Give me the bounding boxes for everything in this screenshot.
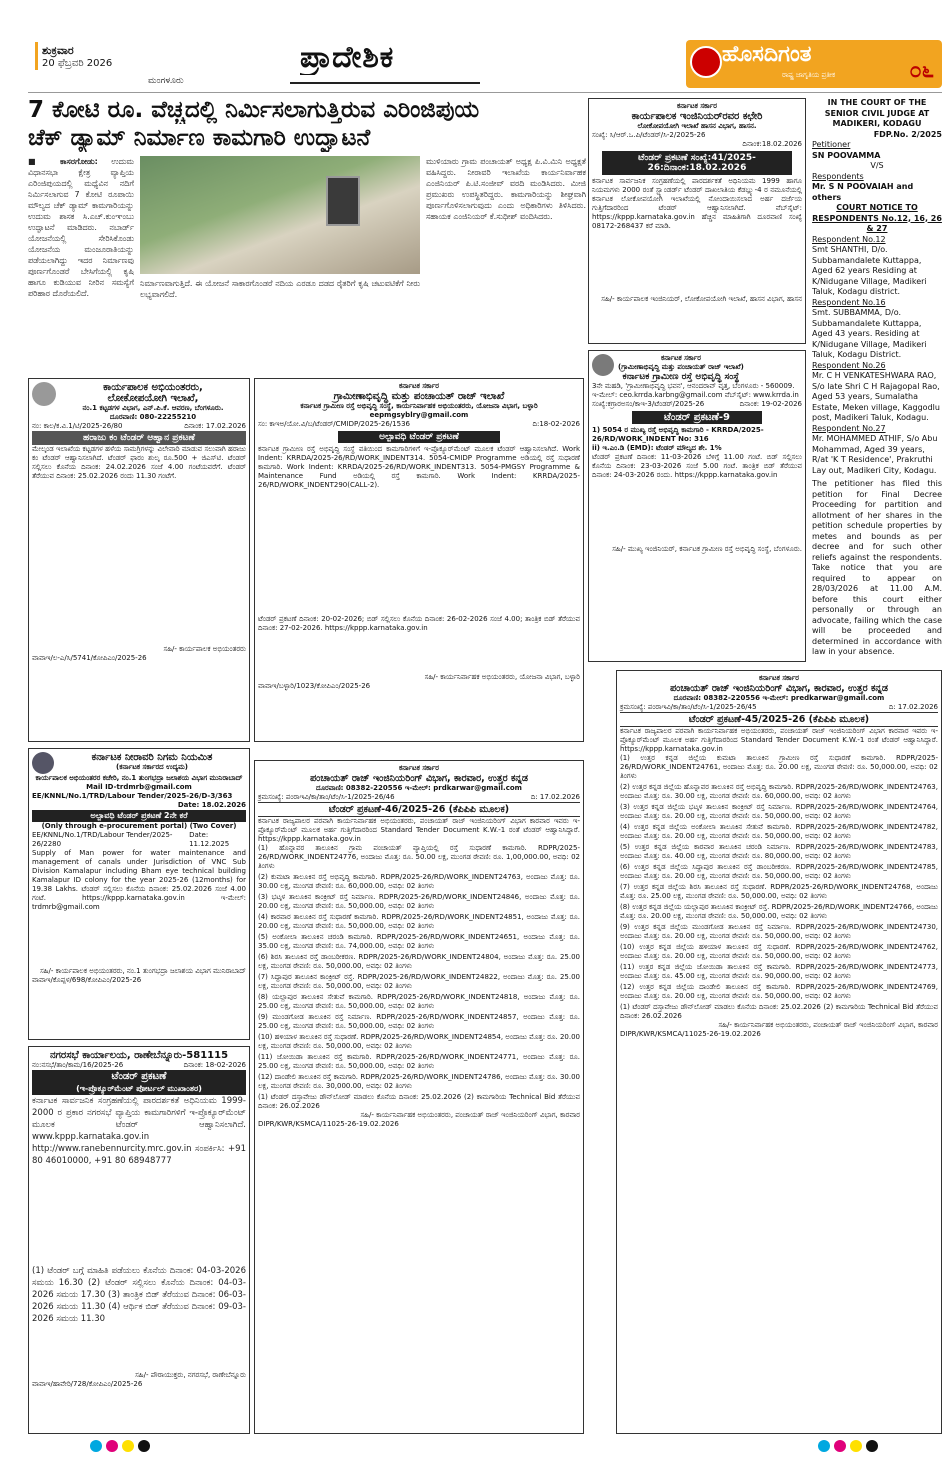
knnl-sub: (ಕರ್ನಾಟಕ ಸರ್ಕಾರದ ಉದ್ಯಮ)	[116, 763, 188, 771]
work-item: (10) ಹಳಿಯಾಳ ತಾಲೂಕಿನ ರಸ್ತೆ ಸುಧಾರಣೆ. RDPR/2025-26/RD/WORK_INDENT24854, ಅಂದಾಜು ಮೊತ್ತ: ರೂ. 20.00 ಲಕ್ಷ, ಮುಂಗಡ ಠೇವಣಿ: ರೂ. 50,000.00, ಅವಧಿ: 02 ತಿಂಗಳು	[258, 1033, 580, 1050]
registration-mark-magenta	[106, 1440, 118, 1452]
krrda-schedule: ಟೆಂಡರ್ ಪ್ರಕಟಣೆ ದಿನಾಂಕ: 11-03-2026 ಬೆಳಿಗ್ಗೆ 11.00 ಗಂಟೆ. ಬಿಡ್ ಸಲ್ಲಿಸಲು ಕೊನೆಯ ದಿನಾಂಕ: 23-03-2026 ಸಂಜೆ 5.00 ಗಂಟೆ. ತಾಂತ್ರಿಕ ಬಿಡ್ ತೆರೆಯುವ ದಿನಾಂಕ: 24-03-2026 ರಂದು. https://kppp.karnataka.gov.in	[592, 453, 802, 479]
pwdb-sign: ಸಹಿ/- ಕಾರ್ಯಪಾಲಕ ಅಭಿಯಂತರರು	[163, 645, 246, 653]
court-r27-label: Respondent No.27	[812, 423, 886, 433]
ad-irrigation	[28, 748, 250, 1040]
court-r27: Mr. MOHAMMED ATHIF, S/o Abu Mohammad, Aged 39 years, R/at 'K T Residence', Prakruthi Lay out, Madikeri City, Kodagu.	[812, 434, 938, 475]
work-item: (9) ಉತ್ತರ ಕನ್ನಡ ಜಿಲ್ಲೆಯ ಮುಂಡಗೋಡ ತಾಲೂಕಿನ ರಸ್ತೆ ನಿರ್ಮಾಣ. RDPR/2025-26/RD/WORK_INDENT24730, ಅಂದಾಜು ಮೊತ್ತ: ರೂ. 20.00 ಲಕ್ಷ, ಮುಂಗಡ ಠೇವಣಿ: ರೂ. 50,000.00, ಅವಧಿ: 02 ತಿಂಗಳು	[620, 923, 938, 940]
hassan-dept: ಲೋಕೋಪಯೋಗಿ ಇಲಾಖೆ ಹಾಸನ ವಿಭಾಗ, ಹಾಸನ.	[637, 122, 757, 130]
hassan-body: ಕರ್ನಾಟಕ ಸಾರ್ವಜನಿಕ ಸಂಗ್ರಹಣೆಯಲ್ಲಿ ಪಾರದರ್ಶಕತೆ ಅಧಿನಿಯಮ 1999 ಹಾಗೂ ನಿಯಮಗಳು 2000 ರಂತೆ ಸ್ಟ್ಯಾಂಡರ್ಡ್ ಟೆಂಡರ್ ದಾಖಲಾತಿಯ ಕೆಡಬ್ಲ್ಯು-4 ರ ನಮೂನೆಯಲ್ಲಿ ಕರ್ನಾಟಕ ಲೋಕೋಪಯೋಗಿ ಇಲಾಖೆಯಲ್ಲಿ ನೋಂದಾಯಿಸಲಾದ ಅರ್ಹ ದರ್ಜೆಯ ಗುತ್ತಿಗೆದಾರರಿಂದ ಟೆಂಡರ್ ಆಹ್ವಾನಿಸಲಾಗಿದೆ. ವೆಬ್‌ಸೈಟ್: https://kppp.karnataka.gov.in ಹೆಚ್ಚಿನ ಮಾಹಿತಿಗಾಗಿ ದೂರವಾಣಿ ಸಂಖ್ಯೆ 08172-268437 ಕರೆ ಮಾಡಿ.	[592, 177, 802, 230]
work-item: (6) ಶಿರಸಿ ತಾಲೂಕಿನ ರಸ್ತೆ ಡಾಂಬರೀಕರಣ. RDPR/2025-26/RD/WORK_INDENT24804, ಅಂದಾಜು ಮೊತ್ತ: ರೂ. 25.00 ಲಕ್ಷ, ಮುಂಗಡ ಠೇವಣಿ: ರೂ. 50,000.00, ಅವಧಿ: 02 ತಿಂಗಳು	[258, 953, 580, 970]
pwdb-title: ಹರಾಜು ಕಂ ಟೆಂಡರ್ ಆಹ್ವಾನ ಪ್ರಕಟಣೆ	[32, 431, 246, 445]
headline-line-2: ಚೆಕ್ ಡ್ಯಾಮ್ ನಿರ್ಮಾಣ ಕಾಮಗಾರಿ ಉದ್ಘಾಟನೆ	[28, 125, 371, 151]
court-r26: Mr. C H VENKATESHWARA RAO, S/o late Shri C H Rajagopal Rao, Aged 53 years, Sumalatha Estate, Meken village, Kaggodlu post, Madikeri Taluk, Kodagu.	[812, 371, 940, 422]
pwdb-footer: ವಾವಾಇ/ಲ-ಎ/ಸಿ/5741/ಕೋಪಿಎಂ/2025-26	[32, 654, 147, 662]
registration-mark-yellow	[122, 1440, 134, 1452]
work-item: (12) ಉತ್ತರ ಕನ್ನಡ ಜಿಲ್ಲೆಯ ದಾಂಡೇಲಿ ತಾಲೂಕಿನ ರಸ್ತೆ ಕಾಮಗಾರಿ. RDPR/2025-26/RD/WORK_INDENT24769, ಅಂದಾಜು ಮೊತ್ತ: ರೂ. 20.00 ಲಕ್ಷ, ಮುಂಗಡ ಠೇವಣಿ: ರೂ. 50,000.00, ಅವಧಿ: 02 ತಿಂಗಳು	[620, 983, 938, 1000]
header-date: 20 ಫೆಬ್ರವರಿ 2026	[42, 58, 113, 69]
work-item: (12) ದಾಂಡೇಲಿ ತಾಲೂಕಿನ ರಸ್ತೆ ಕಾಮಗಾರಿ. RDPR/2025-26/RD/WORK_INDENT24786, ಅಂದಾಜು ಮೊತ್ತ: ರೂ. 30.00 ಲಕ್ಷ, ಮುಂಗಡ ಠೇವಣಿ: ರೂ. 30,000.00, ಅವಧಿ: 02 ತಿಂಗಳು	[258, 1073, 580, 1090]
ad-krrda-tender	[588, 350, 806, 662]
rr-schedule: ಟೆಂಡರ್ ಪ್ರಕಟಣೆ ದಿನಾಂಕ: 20-02-2026; ಬಿಡ್ ಸಲ್ಲಿಸಲು ಕೊನೆಯ ದಿನಾಂಕ: 26-02-2026 ಸಂಜೆ 4.00; ತಾಂತ್ರಿಕ ಬಿಡ್ ತೆರೆಯುವ ದಿನಾಂಕ: 27-02-2026. https://kppp.karnataka.gov.in	[258, 615, 580, 632]
pwdb-ref: ನಂ: ಕಾಲ/ಕ.ವಿ.1/ಟಿ/2025-26/80	[32, 422, 123, 430]
krrda-title: ಟೆಂಡರ್ ಪ್ರಕಟಣೆ-9	[632, 411, 762, 424]
court-case-no: FDP.No. 2/2025	[873, 129, 942, 139]
registration-mark-cyan-right	[818, 1440, 830, 1452]
govt-emblem-icon	[32, 382, 56, 406]
knnl-logo-icon	[32, 752, 54, 774]
plaque-shape	[326, 176, 360, 226]
k45-office: ಪಂಚಾಯತ್ ರಾಜ್ ಇಂಜಿನಿಯರಿಂಗ್ ವಿಭಾಗ, ಕಾರವಾರ, ಉತ್ತರ ಕನ್ನಡ	[670, 683, 888, 694]
hassan-org: ಕರ್ನಾಟಕ ಸರ್ಕಾರ	[677, 102, 717, 110]
work-item: (8) ಉತ್ತರ ಕನ್ನಡ ಜಿಲ್ಲೆಯ ಯಲ್ಲಾಪುರ ತಾಲೂಕಿನ ಕಾಂಕ್ರೀಟ್ ರಸ್ತೆ. RDPR/2025-26/RD/WORK_INDENT24766, ಅಂದಾಜು ಮೊತ್ತ: ರೂ. 20.00 ಲಕ್ಷ, ಮುಂಗಡ ಠೇವಣಿ: ರೂ. 50,000.00, ಅವಧಿ: 02 ತಿಂಗಳು	[620, 903, 938, 920]
hassan-title: ಟೆಂಡರ್ ಪ್ರಕಟಣೆ ಸಂಖ್ಯೆ:41/2025-26:ದಿನಾಂಕ:18.02.2026	[602, 151, 792, 175]
pwdb-phone: ದೂರವಾಣಿ: 080-22255210	[109, 413, 197, 421]
court-title: IN THE COURT OF THE SENIOR CIVIL JUDGE AT MADIKERI, KODAGU	[824, 98, 930, 128]
k45-title: ಟೆಂಡರ್ ಪ್ರಕಟಣೆ-45/2025-26 (ಕೆಪಿಪಿಪಿ ಮೂಲಕ)	[620, 712, 938, 727]
work-item: (5) ಉತ್ತರ ಕನ್ನಡ ಜಿಲ್ಲೆಯ ಕಾರವಾರ ತಾಲೂಕಿನ ಚರಂಡಿ ನಿರ್ಮಾಣ. RDPR/2025-26/RD/WORK_INDENT24783, ಅಂದಾಜು ಮೊತ್ತ: ರೂ. 40.00 ಲಕ್ಷ, ಮುಂಗಡ ಠೇವಣಿ: ರೂ. 80,000.00, ಅವಧಿ: 02 ತಿಂಗಳು	[620, 843, 938, 860]
k46-contact: ದೂರವಾಣಿ: 08382-220556 ಇ-ಮೇಲ್: prdkarwar@gmail.com	[316, 784, 522, 792]
work-item: (9) ಮುಂಡಗೋಡ ತಾಲೂಕಿನ ರಸ್ತೆ ನಿರ್ಮಾಣ. RDPR/2025-26/RD/WORK_INDENT24857, ಅಂದಾಜು ಮೊತ್ತ: ರೂ. 25.00 ಲಕ್ಷ, ಮುಂಗಡ ಠೇವಣಿ: ರೂ. 50,000.00, ಅವಧಿ: 02 ತಿಂಗಳು	[258, 1013, 580, 1030]
knnl-mail: Mail ID-trdmrb@gmail.com	[86, 783, 192, 791]
k45-sign: ಸಹಿ/- ಕಾರ್ಯನಿರ್ವಾಹಕ ಅಭಿಯಂತರರು, ಪಂಚಾಯತ್ ರಾಜ್ ಇಂಜಿನಿಯರಿಂಗ್ ವಿಭಾಗ, ಕಾರವಾರ	[718, 1021, 938, 1029]
k45-date: ದಿ: 17.02.2026	[888, 703, 938, 711]
k46-org: ಕರ್ನಾಟಕ ಸರ್ಕಾರ	[399, 764, 439, 772]
registration-mark-black-right	[866, 1440, 878, 1452]
krrda-date: ದಿನಾಂಕ: 19-02-2026	[739, 400, 802, 408]
article-column-3: ಮುಳಿಯಾರು ಗ್ರಾಮ ಪಂಚಾಯತ್ ಅಧ್ಯಕ್ಷ ಪಿ.ವಿ.ಮಿನಿ ಅಧ್ಯಕ್ಷತೆ ವಹಿಸಿದ್ದರು. ನೀರಾವರಿ ಇಲಾಖೆಯ ಕಾರ್ಯನಿರ್ವಾಹಕ ಎಂಜಿನಿಯರ್ ಪಿ.ಟಿ.ಸಂಜೀವ್ ವರದಿ ಮಂಡಿಸಿದರು. ಮೀಜಿ ಪ್ರಮುಖರು ಉಪಸ್ಥಿತರಿದ್ದರು. ಕಾಮಗಾರಿಯನ್ನು ಶೀಘ್ರವಾಗಿ ಪೂರ್ಣಗೊಳಿಸಲಾಗುವುದು ಎಂದು ಅಧಿಕಾರಿಗಳು ತಿಳಿಸಿದರು. ಸಹಾಯಕ ಎಂಜಿನಿಯರ್ ಕೆ.ಸುಧೀಶ್ ವಂದಿಸಿದರು.	[426, 157, 586, 221]
krrda-sign: ಸಹಿ/- ಮುಖ್ಯ ಇಂಜಿನಿಯರ್, ಕರ್ನಾಟಕ ಗ್ರಾಮೀಣ ರಸ್ತೆ ಅಭಿವೃದ್ಧಿ ಸಂಸ್ಥೆ, ಬೆಂಗಳೂರು.	[612, 545, 802, 553]
pwdb-office: ಕಾರ್ಯಪಾಲಕ ಅಭಿಯಂತರರು,	[103, 382, 203, 393]
k46-date: ದಿ: 17.02.2026	[530, 793, 580, 801]
krrda-ref: ಸಂಖ್ಯೆ:ಕಗ್ರಾರಅಸಂ/ಕಾಇ-3/ಟೆಂಡರ್/2025-26	[592, 400, 705, 408]
krrda-dept: (ಗ್ರಾಮೀಣಾಭಿವೃದ್ಧಿ ಮತ್ತು ಪಂಚಾಯತ್ ರಾಜ್ ಇಲಾಖೆ)	[618, 363, 744, 371]
court-petitioner-label: Petitioner	[812, 140, 851, 149]
pwdb-body: ಮೇಲ್ಕಂಡ ಇಲಾಖೆಯ ಕಟ್ಟಡಗಳ ಹಳೆಯ ಸಾಮಗ್ರಿಗಳನ್ನು ವಿಲೇವಾರಿ ಮಾಡುವ ಸಲುವಾಗಿ ಹರಾಜು ಕಂ ಟೆಂಡರ್ ಆಹ್ವಾನಿಸಲಾಗಿದೆ. ಟೆಂಡರ್ ಫಾರಂ ಶುಲ್ಕ ರೂ.500 + ಜಿಎಸ್‌ಟಿ. ಟೆಂಡರ್ ಸಲ್ಲಿಸಲು ಕೊನೆಯ ದಿನಾಂಕ: 24.02.2026 ಸಂಜೆ 4.00 ಗಂಟೆಯವರೆಗೆ. ಟೆಂಡರ್ ತೆರೆಯುವ ದಿನಾಂಕ: 25.02.2026 ರಂದು 11.30 ಗಂಟೆಗೆ.	[32, 445, 246, 480]
ad-pwd-bangalore	[28, 378, 250, 742]
rr-footer: ವಾವಾಇ/ಬಳ್ಳಾರಿ/1023/ಕೋಪಿಎಂ/2025-26	[258, 682, 371, 690]
registration-mark-cyan	[90, 1440, 102, 1452]
rr-dept: ಗ್ರಾಮೀಣಾಭಿವೃದ್ಧಿ ಮತ್ತು ಪಂಚಾಯತ್ ರಾಜ್ ಇಲಾಖೆ	[333, 391, 505, 402]
krrda-name: ಕರ್ನಾಟಕ ಗ್ರಾಮೀಣ ರಸ್ತೆ ಅಭಿವೃದ್ಧಿ ಸಂಸ್ಥೆ	[622, 372, 740, 382]
work-item: (11) ಉತ್ತರ ಕನ್ನಡ ಜಿಲ್ಲೆಯ ಜೋಯಿಡಾ ತಾಲೂಕಿನ ರಸ್ತೆ ಕಾಮಗಾರಿ. RDPR/2025-26/RD/WORK_INDENT24773, ಅಂದಾಜು ಮೊತ್ತ: ರೂ. 45.00 ಲಕ್ಷ, ಮುಂಗಡ ಠೇವಣಿ: ರೂ. 90,000.00, ಅವಧಿ: 02 ತಿಂಗಳು	[620, 963, 938, 980]
hassan-date: ದಿನಾಂಕ:18.02.2026	[742, 140, 802, 148]
work-item: (3) ಉತ್ತರ ಕನ್ನಡ ಜಿಲ್ಲೆಯ ಭಟ್ಕಳ ತಾಲೂಕಿನ ಕಾಂಕ್ರೀಟ್ ರಸ್ತೆ ನಿರ್ಮಾಣ. RDPR/2025-26/RD/WORK_INDENT24764, ಅಂದಾಜು ಮೊತ್ತ: ರೂ. 20.00 ಲಕ್ಷ, ಮುಂಗಡ ಠೇವಣಿ: ರೂ. 50,000.00, ಅವಧಿ: 02 ತಿಂಗಳು	[620, 803, 938, 820]
krrda-addr: 3ನೇ ಮಹಡಿ, 'ಗ್ರಾಮೀಣಾಭಿವೃದ್ಧಿ ಭವನ', ಆನಂದರಾವ್ ವೃತ್ತ, ಬೆಂಗಳೂರು - 560009.	[592, 382, 795, 390]
court-r16: Smt. SUBBAMMA, D/o. Subbamandalete Kuttappa, Aged 43 years. Residing at K/Nidugane Village, Madikeri Taluk, Kodagu District.	[812, 308, 927, 359]
ad-hassan-tender	[588, 98, 806, 344]
ad-karwar-45	[616, 670, 942, 1434]
work-item: (6) ಉತ್ತರ ಕನ್ನಡ ಜಿಲ್ಲೆಯ ಸಿದ್ದಾಪುರ ತಾಲೂಕಿನ ರಸ್ತೆ ಡಾಂಬರೀಕರಣ. RDPR/2025-26/RD/WORK_INDENT24785, ಅಂದಾಜು ಮೊತ್ತ: ರೂ. 20.00 ಲಕ್ಷ, ಮುಂಗಡ ಠೇವಣಿ: ರೂ. 50,000.00, ಅವಧಿ: 02 ತಿಂಗಳು	[620, 863, 938, 880]
headline-line-1: 7 ಕೋಟಿ ರೂ. ವೆಚ್ಚದಲ್ಲಿ ನಿರ್ಮಿಸಲಾಗುತ್ತಿರುವ ಎರಿಂಜಿಪುಯ	[28, 97, 480, 123]
hassan-office: ಕಾರ್ಯಪಾಲಕ ಇಂಜಿನಿಯರ್‌ರವರ ಕಛೇರಿ	[631, 111, 763, 122]
court-r12: Smt SHANTHI, D/o. Subbamandalete Kuttappa, Aged 62 years Residing at K/Nidugane Village, Madikeri Taluk, Kodagu district.	[812, 245, 927, 296]
ad-ranebennur	[28, 1046, 250, 1434]
k45-works-list	[620, 754, 938, 1001]
krrda-org: ಕರ್ನಾಟಕ ಸರ್ಕಾರ	[660, 354, 701, 362]
court-body: The petitioner has filed this petition for Final Decree Proceeding for partition and allotment of her shares in the petition schedule properties by metes and bounds as per decree and for such other reliefs against the respondents. Take notice that you are required to appear on 28/03/2026 at 11.00 A.M. before this court either personally or through an advocate, failing which the case will be proceeded and determined in accordance with law in your absence.	[812, 479, 942, 656]
article-column-2: ನಿರ್ಮಾಣವಾಗುತ್ತಿದೆ. ಈ ಯೋಜನೆ ಸಾಕಾರಗೊಂಡರೆ ನದಿಯ ಎರಡೂ ದಡದ ರೈತರಿಗೆ ಕೃಷಿ ಚಟುವಟಿಕೆಗೆ ನೀರು ಲಭ್ಯವಾಗಲಿದೆ.	[140, 279, 420, 299]
knnl-date2: Date: 11.12.2025	[189, 831, 230, 848]
registration-mark-magenta-right	[834, 1440, 846, 1452]
rr-date: ದಿ:18-02-2026	[532, 420, 580, 428]
knnl-date: Date: 18.02.2026	[177, 801, 246, 809]
logo-emblem-icon	[690, 46, 722, 78]
page-number: ೦೬	[909, 58, 934, 83]
k45-contact: ದೂರವಾಣಿ: 08382-220556 ಇ-ಮೇಲ್: predkarwar@gmail.com	[673, 694, 885, 702]
k46-sign: ಸಹಿ/- ಕಾರ್ಯನಿರ್ವಾಹಕ ಅಭಿಯಂತರರು, ಪಂಚಾಯತ್ ರಾಜ್ ಇಂಜಿನಿಯರಿಂಗ್ ವಿಭಾಗ, ಕಾರವಾರ	[360, 1111, 580, 1119]
knnl-sign: ಸಹಿ/- ಕಾರ್ಯಪಾಲಕ ಅಭಿಯಂತರರು, ನಂ.1 ತುಂಗಭದ್ರಾ ಜಲಾಶಯ ವಿಭಾಗ ಮುನಿರಾಬಾದ್	[39, 967, 246, 975]
work-item: (3) ಭಟ್ಕಳ ತಾಲೂಕಿನ ಕಾಂಕ್ರೀಟ್ ರಸ್ತೆ ನಿರ್ಮಾಣ. RDPR/2025-26/RD/WORK_INDENT24846, ಅಂದಾಜು ಮೊತ್ತ: ರೂ. 20.00 ಲಕ್ಷ, ಮುಂಗಡ ಠೇವಣಿ: ರೂ. 50,000.00, ಅವಧಿ: 02 ತಿಂಗಳು	[258, 893, 580, 910]
knnl-title: ಅಲ್ಪಾವಧಿ ಟೆಂಡರ್ ಪ್ರಕಟಣೆ 2ನೇ ಕರೆ	[32, 810, 246, 822]
article-dateline: ■ ಕಾಸರಗೋಡು:	[28, 157, 98, 166]
rb-list: (1) ಟೆಂಡರ್ ಬಗ್ಗೆ ಮಾಹಿತಿ ಪಡೆಯಲು ಕೊನೆಯ ದಿನಾಂಕ: 04-03-2026 ಸಮಯ 16.30 (2) ಟೆಂಡರ್ ಸಲ್ಲಿಸಲು ಕೊನೆಯ ದಿನಾಂಕ: 04-03-2026 ಸಮಯ 17.30 (3) ತಾಂತ್ರಿಕ ಬಿಡ್ ತೆರೆಯುವ ದಿನಾಂಕ: 06-03-2026 ಸಮಯ 11.30 (4) ಆರ್ಥಿಕ ಬಿಡ್ ತೆರೆಯುವ ದಿನಾಂಕ: 09-03-2026 ಸಮಯ 11.30	[32, 1266, 246, 1324]
rr-office: ಕರ್ನಾಟಕ ಗ್ರಾಮೀಣ ರಸ್ತೆ ಅಭಿವೃದ್ಧಿ ಸಂಸ್ಥೆ, ಕಾರ್ಯನಿರ್ವಾಹಕ ಅಭಿಯಂತರರು, ಯೋಜನಾ ವಿಭಾಗ, ಬಳ್ಳಾರಿ	[300, 402, 538, 410]
work-item: (2) ಉತ್ತರ ಕನ್ನಡ ಜಿಲ್ಲೆಯ ಹೊನ್ನಾವರ ತಾಲೂಕಿನ ರಸ್ತೆ ಅಭಿವೃದ್ಧಿ ಕಾಮಗಾರಿ. RDPR/2025-26/RD/WORK_INDENT24763, ಅಂದಾಜು ಮೊತ್ತ: ರೂ. 30.00 ಲಕ್ಷ, ಮುಂಗಡ ಠೇವಣಿ: ರೂ. 60,000.00, ಅವಧಿ: 02 ತಿಂಗಳು	[620, 783, 938, 800]
registration-mark-black	[138, 1440, 150, 1452]
court-notice-title: COURT NOTICE TO RESPONDENTS No.12, 16, 26 & 27	[812, 203, 942, 233]
rb-footer: ವಾವಾಇ/ಹಾವೇರಿ/728/ಕೋಪಿಎಂ/2025-26	[32, 1380, 143, 1388]
section-underline	[290, 82, 480, 84]
k46-ref: ಕ್ರಮಸಂಖ್ಯೆ: ಪಂರಾಇವಿ/ಕಾ/ತಾಂ/ಟೆಂ/ಸಿ-1/2025-26/46	[258, 793, 395, 801]
knnl-ref: EE/KNNL/No.1/TRD/Labour Tender/2025-26/D-3/363	[32, 792, 233, 800]
court-petitioner: SN POOVAMMA	[812, 150, 881, 160]
rb-ref: ನಂ:ನಸಭೆ/ತಾಂ/ಕಾಮ/16/2025-26	[32, 1061, 124, 1069]
k45-footer: DIPR/KWR/KSMCA/11025-26-19.02.2026	[620, 1030, 761, 1038]
work-item: (8) ಯಲ್ಲಾಪುರ ತಾಲೂಕಿನ ಸೇತುವೆ ಕಾಮಗಾರಿ. RDPR/2025-26/RD/WORK_INDENT24818, ಅಂದಾಜು ಮೊತ್ತ: ರೂ. 25.00 ಲಕ್ಷ, ಮುಂಗಡ ಠೇವಣಿ: ರೂ. 50,000.00, ಅವಧಿ: 02 ತಿಂಗಳು	[258, 993, 580, 1010]
work-item: (1) ಉತ್ತರ ಕನ್ನಡ ಜಿಲ್ಲೆಯ ಕುಮಟಾ ತಾಲೂಕಿನ ಗ್ರಾಮೀಣ ರಸ್ತೆ ಸುಧಾರಣೆ ಕಾಮಗಾರಿ. RDPR/2025-26/RD/WORK_INDENT24761, ಅಂದಾಜು ಮೊತ್ತ: ರೂ. 20.00 ಲಕ್ಷ, ಮುಂಗಡ ಠೇವಣಿ: ರೂ. 50,000.00, ಅವಧಿ: 02 ತಿಂಗಳು	[620, 754, 938, 780]
work-item: (11) ಜೋಯಿಡಾ ತಾಲೂಕಿನ ರಸ್ತೆ ಕಾಮಗಾರಿ. RDPR/2025-26/RD/WORK_INDENT24771, ಅಂದಾಜು ಮೊತ್ತ: ರೂ. 25.00 ಲಕ್ಷ, ಮುಂಗಡ ಠೇವಣಿ: ರೂ. 50,000.00, ಅವಧಿ: 02 ತಿಂಗಳು	[258, 1053, 580, 1070]
hassan-ref: ಸಂಖ್ಯೆ: ಸಿ/ಆರ್.ಒ.ಪಿ/ಟೆಂಡರ್/ಸಿ-2/2025-26	[592, 131, 706, 139]
top-color-strip	[0, 0, 945, 16]
article-col1-text: ಉದುಮ ವಿಧಾನಸಭಾ ಕ್ಷೇತ್ರ ವ್ಯಾಪ್ತಿಯ ಎರಿಂಜಿಪುಯದಲ್ಲಿ ಮಧ್ಯೆವಿನ ನದಿಗೆ ನಿರ್ಮಿಸಲಾಗುವ 7 ಕೋಟಿ ರೂಪಾಯಿ ಮೌಲ್ಯದ ಚೆಕ್ ಡ್ಯಾಮ್ ಕಾಮಗಾರಿಯನ್ನು ಉದುಮ ಶಾಸಕ ಸಿ.ಎಚ್.ಕುಂಞಂಬು ಉದ್ಘಾಟನೆ ಮಾಡಿದರು. ನಬಾರ್ಡ್ ಯೋಜನೆಯಲ್ಲಿ ಸೇರಿಸಿಕೊಂಡು ಯೋಜನೆಯ ಮಂಜೂರಾತಿಯನ್ನು ಪಡೆಯಲಾಗಿದ್ದು ಇದರ ನಿರ್ಮಾಣವು ಪೂರ್ಣಗೊಂಡರೆ ಬೇಸಿಗೆಯಲ್ಲಿ ಕೃಷಿ ಹಾಗೂ ಕುಡಿಯುವ ನೀರಿನ ಸಮಸ್ಯೆಗೆ ಪರಿಹಾರ ದೊರೆಯಲಿದೆ.	[28, 157, 134, 298]
k45-body: ಕರ್ನಾಟಕ ರಾಜ್ಯಪಾಲರ ಪರವಾಗಿ ಕಾರ್ಯನಿರ್ವಾಹಕ ಅಭಿಯಂತರರು, ಪಂಚಾಯತ್ ರಾಜ್ ಇಂಜಿನಿಯರಿಂಗ್ ವಿಭಾಗ ಕಾರವಾರ ಇವರು ಇ-ಪ್ರೊಕ್ಯೂರ್‌ಮೆಂಟ್ ಮೂಲಕ ಅರ್ಹ ಗುತ್ತಿಗೆದಾರರಿಂದ Standard Tender Document K.W.-1 ರಂತೆ ಟೆಂಡರ್ ಆಹ್ವಾನಿಸಿದ್ದಾರೆ. https://kppp.karnataka.gov.in	[620, 727, 938, 753]
work-item: (7) ಸಿದ್ದಾಪುರ ತಾಲೂಕಿನ ಕಾಂಕ್ರೀಟ್ ರಸ್ತೆ. RDPR/2025-26/RD/WORK_INDENT24822, ಅಂದಾಜು ಮೊತ್ತ: ರೂ. 25.00 ಲಕ್ಷ, ಮುಂಗಡ ಠೇವಣಿ: ರೂ. 50,000.00, ಅವಧಿ: 02 ತಿಂಗಳು	[258, 973, 580, 990]
rr-sign: ಸಹಿ/- ಕಾರ್ಯನಿರ್ವಾಹಕ ಅಭಿಯಂತರರು, ಯೋಜನಾ ವಿಭಾಗ, ಬಳ್ಳಾರಿ	[424, 673, 580, 681]
rr-body: ಕರ್ನಾಟಕ ಗ್ರಾಮೀಣ ರಸ್ತೆ ಅಭಿವೃದ್ಧಿ ಸಂಸ್ಥೆ ವತಿಯಿಂದ ಕಾಮಗಾರಿಗಳಿಗೆ ಇ-ಪ್ರೊಕ್ಯೂರ್‌ಮೆಂಟ್ ಮೂಲಕ ಟೆಂಡರ್ ಆಹ್ವಾನಿಸಲಾಗಿದೆ. Work Indent: KRRDA/2025-26/RD/WORK_INDENT314. 5054-CMIDP Programme ಅಡಿಯಲ್ಲಿ ರಸ್ತೆ ಸುಧಾರಣೆ ಕಾಮಗಾರಿ. Work Indent: KRRDA/2025-26/RD/WORK_INDENT313. 5054-PMGSY Programme & Maintenance Fund ಅಡಿಯಲ್ಲಿ ರಸ್ತೆ ಕಾಮಗಾರಿ. Work Indent: KRRDA/2025-26/RD/WORK_INDENT290(CALL-2).	[258, 445, 580, 489]
court-respondents-label: Respondents	[812, 171, 864, 181]
work-item: (4) ಕಾರವಾರ ತಾಲೂಕಿನ ರಸ್ತೆ ಸುಧಾರಣೆ ಕಾಮಗಾರಿ. RDPR/2025-26/RD/WORK_INDENT24851, ಅಂದಾಜು ಮೊತ್ತ: ರೂ. 20.00 ಲಕ್ಷ, ಮುಂಗಡ ಠೇವಣಿ: ರೂ. 50,000.00, ಅವಧಿ: 02 ತಿಂಗಳು	[258, 913, 580, 930]
pwdb-dept: ಲೋಕೋಪಯೋಗಿ ಇಲಾಖೆ,	[107, 393, 199, 404]
k45-org: ಕರ್ನಾಟಕ ಸರ್ಕಾರ	[759, 674, 799, 682]
k46-office: ಪಂಚಾಯತ್ ರಾಜ್ ಇಂಜಿನಿಯರಿಂಗ್ ವಿಭಾಗ, ಕಾರವಾರ, ಉತ್ತರ ಕನ್ನಡ	[310, 773, 528, 784]
k45-ref: ಕ್ರಮಸಂಖ್ಯೆ: ಪಂರಾಇವಿ/ಕಾ/ತಾಂ/ಟೆಂ/ಸಿ-1/2025-26/45	[620, 703, 757, 711]
court-order	[812, 658, 942, 659]
pwdb-date: ದಿನಾಂಕ: 17.02.2026	[184, 422, 246, 430]
pwdb-addr: ನಂ.1 ಕಟ್ಟಡಗಳ ವಿಭಾಗ, ಎನ್.ಪಿ.ಕೆ. ಆವರಣ, ಬೆಂಗಳೂರು.	[82, 404, 224, 412]
court-r16-label: Respondent No.16	[812, 297, 886, 307]
rb-sign: ಸಹಿ/- ಪೌರಾಯುಕ್ತರು, ನಗರಸಭೆ, ರಾಣೇಬೆನ್ನೂರು	[135, 1371, 246, 1379]
header-location: ಮಂಗಳೂರು	[148, 76, 184, 86]
court-r26-label: Respondent No.26	[812, 360, 886, 370]
krrda-item1: 1) 5054 ರ ಮುಖ್ಯ ರಸ್ತೆ ಅಭಿವೃದ್ಧಿ ಕಾಮಗಾರಿ - KRRDA/2025-26/RD/WORK_INDENT No: 316	[592, 426, 764, 443]
rb-date: ದಿನಾಂಕ: 18-02-2026	[183, 1061, 246, 1069]
knnl-footer: ವಾವಾಇ/ಕೊಪ್ಪಳ/698/ಕೋಪಿಎಂ/2025-26	[32, 976, 142, 984]
knnl-title2: (Only through e-procurement portal) (Two Cover)	[41, 822, 237, 830]
k46-title: ಟೆಂಡರ್ ಪ್ರಕಟಣೆ-46/2025-26 (ಕೆಪಿಪಿಪಿ ಮೂಲಕ)	[258, 802, 580, 817]
k45-schedule: (1) ಟೆಂಡರ್ ದಸ್ತಾವೇಜು ಡೌನ್‌ಲೋಡ್ ಮಾಡಲು ಕೊನೆಯ ದಿನಾಂಕ: 25.02.2026 (2) ಕಾಮಗಾರಿಯ Technical Bid ತೆರೆಯುವ ದಿನಾಂಕ: 26.02.2026	[620, 1003, 938, 1020]
rr-ref: ಸಂ: ಕಾಇಅ/ಯೋ.ವಿ/ಬ/ಟೆಂಡರ್/CMIDP/2025-26/1536	[258, 420, 410, 428]
rb-body: ಕರ್ನಾಟಕ ಸಾರ್ವಜನಿಕ ಸಂಗ್ರಹಣೆಯಲ್ಲಿ ಪಾರದರ್ಶಕತೆ ಅಧಿನಿಯಮ 1999-2000 ರ ಪ್ರಕಾರ ನಗರಸಭೆ ವ್ಯಾಪ್ತಿಯ ಕಾಮಗಾರಿಗಳಿಗೆ ಇ-ಪ್ರೊಕ್ಯೂರ್‌ಮೆಂಟ್ ಮೂಲಕ ಟೆಂಡರ್ ಆಹ್ವಾನಿಸಲಾಗಿದೆ. www.kppp.karnataka.gov.in http://www.ranebennurcity.mrc.gov.in ಸಂಪರ್ಕಿಸಿ: +91 80 46010000, +91 80 68948777	[32, 1096, 246, 1166]
article-photo	[140, 156, 420, 274]
knnl-ref2: EE/KNNL/No.1/TRD/Labour Tender/2025-26/2280	[32, 831, 173, 848]
header-divider	[28, 92, 942, 93]
knnl-office: ಕಾರ್ಯಪಾಲಕ ಅಭಿಯಂತರರ ಕಚೇರಿ, ನಂ.1 ತುಂಗಭದ್ರಾ ಜಲಾಶಯ ವಿಭಾಗ ಮುನಿರಾಬಾದ್	[35, 774, 243, 782]
rr-org: ಕರ್ನಾಟಕ ಸರ್ಕಾರ	[399, 382, 439, 390]
paper-tagline: ರಾಷ್ಟ್ರ ಜಾಗೃತಿಯ ಪ್ರತೀಕ	[782, 71, 836, 79]
header-day: ಶುಕ್ರವಾರ	[42, 44, 74, 57]
ad-rural-roads	[254, 378, 584, 742]
krrda-item2: ii) ಇ.ಎಂ.ಡಿ (EMD): ಟೆಂಡರ್ ಮೌಲ್ಯದ ಶೇ. 1%	[592, 444, 722, 452]
knnl-org: ಕರ್ನಾಟಕ ನೀರಾವರಿ ನಿಗಮ ನಿಯಮಿತ	[91, 752, 213, 763]
rb-title: ಟೆಂಡರ್ ಪ್ರಕಟಣೆ	[32, 1070, 246, 1083]
rr-email: eepmgsyblry@gmail.com	[369, 411, 469, 419]
k46-schedule: (1) ಟೆಂಡರ್ ದಸ್ತಾವೇಜು ಡೌನ್‌ಲೋಡ್ ಮಾಡಲು ಕೊನೆಯ ದಿನಾಂಕ: 25.02.2026 (2) ಕಾಮಗಾರಿಯ Technical Bid ತೆರೆಯುವ ದಿನಾಂಕ: 26.02.2026	[258, 1093, 580, 1110]
header-accent-bar	[35, 42, 38, 70]
rr-title: ಅಲ್ಪಾವಧಿ ಟೆಂಡರ್ ಪ್ರಕಟಣೆ	[338, 431, 500, 443]
rb-office: ನಗರಸಭೆ ಕಾರ್ಯಾಲಯ, ರಾಣೇಬೆನ್ನೂರು-581115	[49, 1050, 229, 1061]
work-item: (7) ಉತ್ತರ ಕನ್ನಡ ಜಿಲ್ಲೆಯ ಶಿರಸಿ ತಾಲೂಕಿನ ರಸ್ತೆ ಸುಧಾರಣೆ. RDPR/2025-26/RD/WORK_INDENT24768, ಅಂದಾಜು ಮೊತ್ತ: ರೂ. 25.00 ಲಕ್ಷ, ಮುಂಗಡ ಠೇವಣಿ: ರೂ. 50,000.00, ಅವಧಿ: 02 ತಿಂಗಳು	[620, 883, 938, 900]
court-vs: V/S	[870, 161, 884, 170]
ad-karwar-46	[254, 760, 584, 1434]
k46-footer: DIPR/KWR/KSMCA/11025-26-19.02.2026	[258, 1120, 399, 1128]
k46-body: ಕರ್ನಾಟಕ ರಾಜ್ಯಪಾಲರ ಪರವಾಗಿ ಕಾರ್ಯನಿರ್ವಾಹಕ ಅಭಿಯಂತರರು, ಪಂಚಾಯತ್ ರಾಜ್ ಇಂಜಿನಿಯರಿಂಗ್ ವಿಭಾಗ ಕಾರವಾರ ಇವರು ಇ-ಪ್ರೊಕ್ಯೂರ್‌ಮೆಂಟ್ ಮೂಲಕ ಅರ್ಹ ಗುತ್ತಿಗೆದಾರರಿಂದ Standard Tender Document K.W.-1 ರಂತೆ ಟೆಂಡರ್ ಆಹ್ವಾನಿಸಿದ್ದಾರೆ. https://kppp.karnataka.gov.in	[258, 817, 580, 843]
masthead-logo	[686, 40, 942, 88]
work-item: (10) ಉತ್ತರ ಕನ್ನಡ ಜಿಲ್ಲೆಯ ಹಳಿಯಾಳ ತಾಲೂಕಿನ ರಸ್ತೆ ಸುಧಾರಣೆ. RDPR/2025-26/RD/WORK_INDENT24762, ಅಂದಾಜು ಮೊತ್ತ: ರೂ. 20.00 ಲಕ್ಷ, ಮುಂಗಡ ಠೇವಣಿ: ರೂ. 50,000.00, ಅವಧಿ: 02 ತಿಂಗಳು	[620, 943, 938, 960]
work-item: (1) ಹೊನ್ನಾವರ ತಾಲೂಕಿನ ಗ್ರಾಮ ಪಂಚಾಯತ್ ವ್ಯಾಪ್ತಿಯಲ್ಲಿ ರಸ್ತೆ ಸುಧಾರಣೆ ಕಾಮಗಾರಿ. RDPR/2025-26/RD/WORK_INDENT24776, ಅಂದಾಜು ಮೊತ್ತ: ರೂ. 50.00 ಲಕ್ಷ, ಮುಂಗಡ ಠೇವಣಿ: ರೂ. 1,00,000.00, ಅವಧಿ: 02 ತಿಂಗಳು	[258, 844, 580, 870]
work-item: (2) ಕುಮಟಾ ತಾಲೂಕಿನ ರಸ್ತೆ ಅಭಿವೃದ್ಧಿ ಕಾಮಗಾರಿ. RDPR/2025-26/RD/WORK_INDENT24763, ಅಂದಾಜು ಮೊತ್ತ: ರೂ. 30.00 ಲಕ್ಷ, ಮುಂಗಡ ಠೇವಣಿ: ರೂ. 60,000.00, ಅವಧಿ: 02 ತಿಂಗಳು	[258, 873, 580, 890]
hassan-sign: ಸಹಿ/- ಕಾರ್ಯಪಾಲಕ ಇಂಜಿನಿಯರ್, ಲೋಕೋಪಯೋಗಿ ಇಲಾಖೆ, ಹಾಸನ ವಿಭಾಗ, ಹಾಸನ	[601, 295, 802, 303]
court-r12-label: Respondent No.12	[812, 234, 886, 244]
section-title: ಪ್ರಾದೇಶಿಕ	[300, 40, 395, 75]
work-item: (5) ಅಂಕೋಲಾ ತಾಲೂಕಿನ ಚರಂಡಿ ಕಾಮಗಾರಿ. RDPR/2025-26/RD/WORK_INDENT24651, ಅಂದಾಜು ಮೊತ್ತ: ರೂ. 35.00 ಲಕ್ಷ, ಮುಂಗಡ ಠೇವಣಿ: ರೂ. 74,000.00, ಅವಧಿ: 02 ತಿಂಗಳು	[258, 933, 580, 950]
court-notice	[812, 98, 942, 658]
court-respondent-intro: Mr. S N POOVAIAH and others	[812, 182, 914, 202]
krrda-logo-icon	[592, 354, 614, 376]
krrda-email: ಇ-ಮೇಲ್: ceo.krrda.karbng@gmail.com ವೆಬ್‌ಸೈಟ್: www.krrda.in	[592, 391, 799, 399]
k46-works-list	[258, 844, 580, 1091]
knnl-body: Supply of Man power for water maintenance and management of canals under Jurisdiction of VNC Sub Division Kamalapur including Bham eye technical building Kamalapur ID colony for the year 2025-26 (12months) for 19.38 Lakhs. ಟೆಂಡರ್ ಸಲ್ಲಿಸಲು ಕೊನೆಯ ದಿನಾಂಕ: 25.02.2026 ಸಂಜೆ 4.00 ಗಂಟೆ. https://kppp.karnataka.gov.in ಇ-ಮೇಲ್: trdmrb@gmail.com	[32, 849, 246, 911]
article-column-1	[28, 156, 134, 356]
registration-mark-yellow-right	[850, 1440, 862, 1452]
work-item: (4) ಉತ್ತರ ಕನ್ನಡ ಜಿಲ್ಲೆಯ ಅಂಕೋಲಾ ತಾಲೂಕಿನ ಸೇತುವೆ ಕಾಮಗಾರಿ. RDPR/2025-26/RD/WORK_INDENT24782, ಅಂದಾಜು ಮೊತ್ತ: ರೂ. 20.00 ಲಕ್ಷ, ಮುಂಗಡ ಠೇವಣಿ: ರೂ. 50,000.00, ಅವಧಿ: 02 ತಿಂಗಳು	[620, 823, 938, 840]
rb-title2: (ಇ-ಪ್ರೊಕ್ಯೂರ್‌ಮೆಂಟ್ ಪೋರ್ಟಲ್ ಮುಖಾಂತರ)	[32, 1083, 246, 1095]
paper-name: ಹೊಸದಿಗಂತ	[722, 42, 812, 67]
